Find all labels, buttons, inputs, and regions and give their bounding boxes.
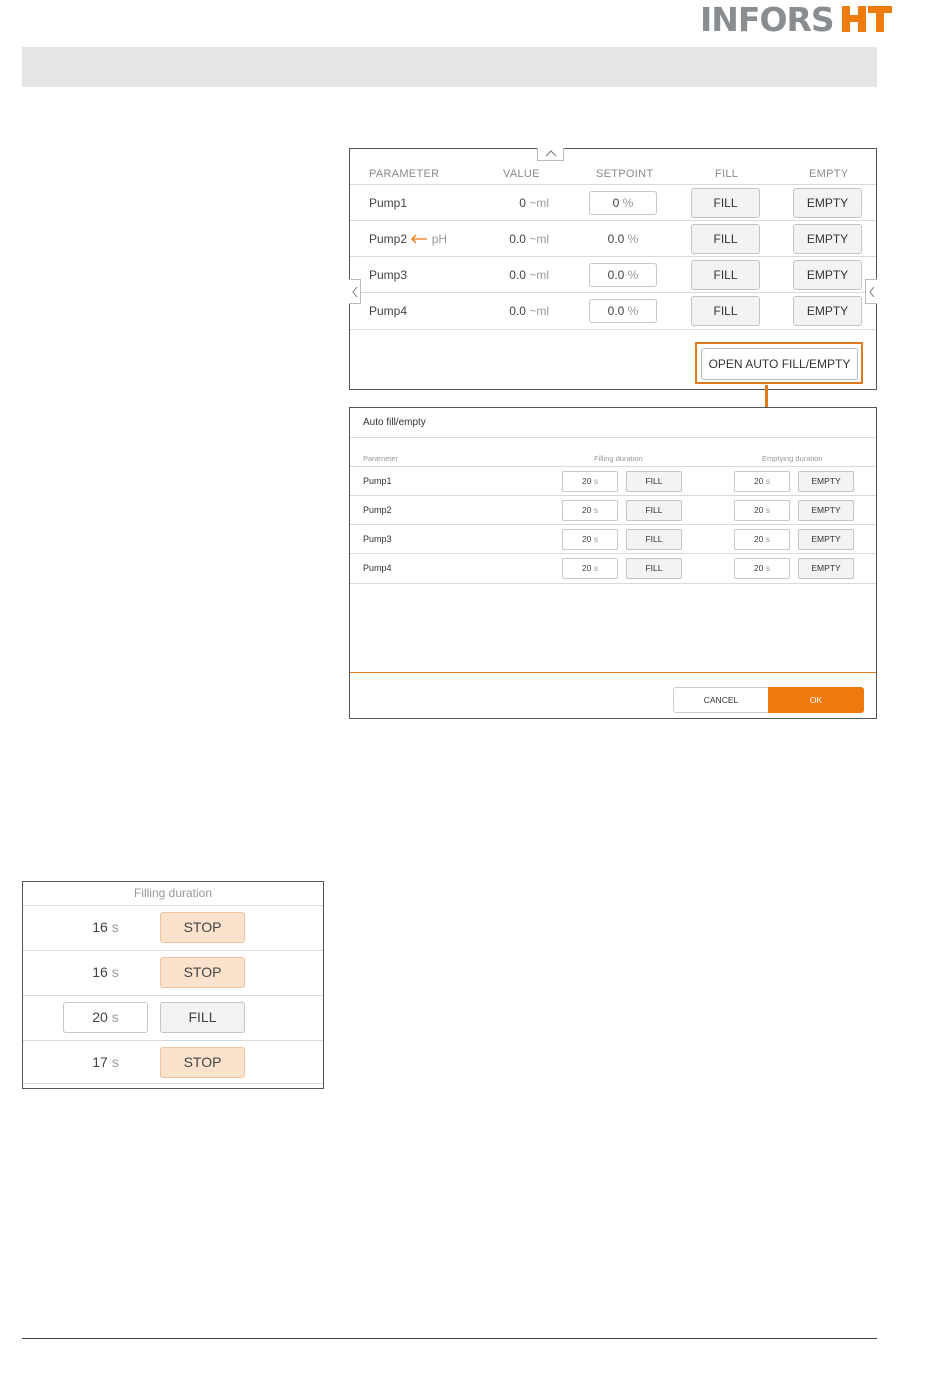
scroll-left-tab[interactable] bbox=[349, 279, 361, 304]
arrow-left-icon bbox=[410, 234, 428, 244]
chevron-left-icon bbox=[352, 286, 358, 298]
duration-readout: 16 s bbox=[92, 919, 119, 935]
col-header-filling-duration: Filling duration bbox=[594, 454, 643, 463]
emptying-duration-input[interactable]: 20 s bbox=[734, 500, 790, 521]
filling-duration-input[interactable]: 20 s bbox=[562, 500, 618, 521]
header-bar bbox=[22, 47, 877, 87]
fill-button[interactable]: FILL bbox=[691, 224, 760, 254]
footer-divider bbox=[350, 672, 876, 673]
list-item bbox=[23, 905, 323, 950]
emptying-duration-input[interactable]: 20 s bbox=[734, 471, 790, 492]
scroll-right-tab[interactable] bbox=[865, 279, 877, 304]
col-header-empty: EMPTY bbox=[809, 168, 849, 180]
setpoint-readout: 0.0 % bbox=[607, 232, 639, 246]
pump-value: 0.0 ~ml bbox=[509, 232, 549, 246]
empty-button[interactable]: EMPTY bbox=[798, 558, 854, 579]
filling-duration-header: Filling duration bbox=[133, 886, 213, 900]
empty-button[interactable]: EMPTY bbox=[798, 471, 854, 492]
pump-name: Pump3 bbox=[363, 534, 392, 544]
setpoint-input[interactable]: 0.0 % bbox=[589, 263, 657, 287]
list-item bbox=[23, 1040, 323, 1085]
emptying-duration-input[interactable]: 20 s bbox=[734, 558, 790, 579]
ht-logo-mark bbox=[840, 4, 894, 34]
table-row bbox=[350, 184, 876, 221]
empty-button[interactable]: EMPTY bbox=[793, 296, 862, 326]
pump-name: Pump4 bbox=[369, 304, 408, 318]
col-header-emptying-duration: Emptying duration bbox=[762, 454, 823, 463]
divider bbox=[350, 437, 876, 438]
fill-button[interactable]: FILL bbox=[626, 529, 682, 550]
setpoint-input[interactable]: 0.0 % bbox=[589, 299, 657, 323]
stop-button[interactable]: STOP bbox=[160, 912, 245, 943]
setpoint-input[interactable]: 0 % bbox=[589, 191, 657, 215]
table-row bbox=[350, 466, 876, 496]
fill-button[interactable]: FILL bbox=[691, 260, 760, 290]
ok-button[interactable]: OK bbox=[768, 687, 864, 713]
fill-button[interactable]: FILL bbox=[626, 471, 682, 492]
fill-button[interactable]: FILL bbox=[626, 558, 682, 579]
ph-link-label: pH bbox=[431, 232, 448, 246]
pump-name: Pump1 bbox=[369, 196, 408, 210]
stop-button[interactable]: STOP bbox=[160, 957, 245, 988]
chevron-up-icon bbox=[545, 149, 557, 157]
chevron-left-icon bbox=[869, 286, 875, 298]
col-header-parameter: PARAMETER bbox=[369, 168, 440, 180]
filling-duration-panel bbox=[22, 881, 324, 1089]
duration-input[interactable]: 20 s bbox=[63, 1002, 148, 1033]
fill-button[interactable]: FILL bbox=[691, 188, 760, 218]
duration-readout: 17 s bbox=[92, 1054, 119, 1070]
open-auto-fill-empty-button[interactable]: OPEN AUTO FILL/EMPTY bbox=[701, 348, 858, 380]
table-row bbox=[350, 292, 876, 330]
footer-rule bbox=[22, 1338, 877, 1339]
list-item bbox=[23, 950, 323, 995]
stop-button[interactable]: STOP bbox=[160, 1047, 245, 1078]
pump-value: 0.0 ~ml bbox=[509, 304, 549, 318]
col-header-value: VALUE bbox=[503, 168, 540, 180]
filling-duration-input[interactable]: 20 s bbox=[562, 529, 618, 550]
table-row bbox=[350, 220, 876, 257]
divider bbox=[23, 1083, 323, 1084]
col-header-fill: FILL bbox=[715, 168, 739, 180]
pump-name: Pump2 pH bbox=[369, 232, 448, 246]
pump-name: Pump1 bbox=[363, 476, 392, 486]
empty-button[interactable]: EMPTY bbox=[793, 224, 862, 254]
cancel-button[interactable]: CANCEL bbox=[673, 687, 769, 713]
list-item bbox=[23, 995, 323, 1040]
auto-fill-empty-dialog bbox=[349, 407, 877, 719]
pump-name: Pump4 bbox=[363, 563, 392, 573]
fill-button[interactable]: FILL bbox=[691, 296, 760, 326]
pump-table-panel bbox=[349, 148, 877, 390]
duration-readout: 16 s bbox=[92, 964, 119, 980]
collapse-up-tab[interactable] bbox=[537, 148, 564, 161]
pump-value: 0.0 ~ml bbox=[509, 268, 549, 282]
pump-name: Pump2 bbox=[363, 505, 392, 515]
table-row bbox=[350, 553, 876, 584]
pump-name: Pump3 bbox=[369, 268, 408, 282]
logo-text: INFORS bbox=[700, 0, 834, 39]
empty-button[interactable]: EMPTY bbox=[793, 188, 862, 218]
empty-button[interactable]: EMPTY bbox=[798, 500, 854, 521]
table-row bbox=[350, 495, 876, 525]
fill-button[interactable]: FILL bbox=[160, 1002, 245, 1033]
empty-button[interactable]: EMPTY bbox=[798, 529, 854, 550]
table-row bbox=[350, 256, 876, 293]
infors-ht-logo bbox=[700, 0, 894, 38]
dialog-title: Auto fill/empty bbox=[363, 417, 426, 428]
col-header-setpoint: SETPOINT bbox=[596, 168, 654, 180]
emptying-duration-input[interactable]: 20 s bbox=[734, 529, 790, 550]
table-row bbox=[350, 524, 876, 554]
pump-value: 0 ~ml bbox=[519, 196, 549, 210]
fill-button[interactable]: FILL bbox=[626, 500, 682, 521]
filling-duration-input[interactable]: 20 s bbox=[562, 471, 618, 492]
empty-button[interactable]: EMPTY bbox=[793, 260, 862, 290]
col-header-parameter: Parameter bbox=[363, 454, 399, 463]
filling-duration-input[interactable]: 20 s bbox=[562, 558, 618, 579]
